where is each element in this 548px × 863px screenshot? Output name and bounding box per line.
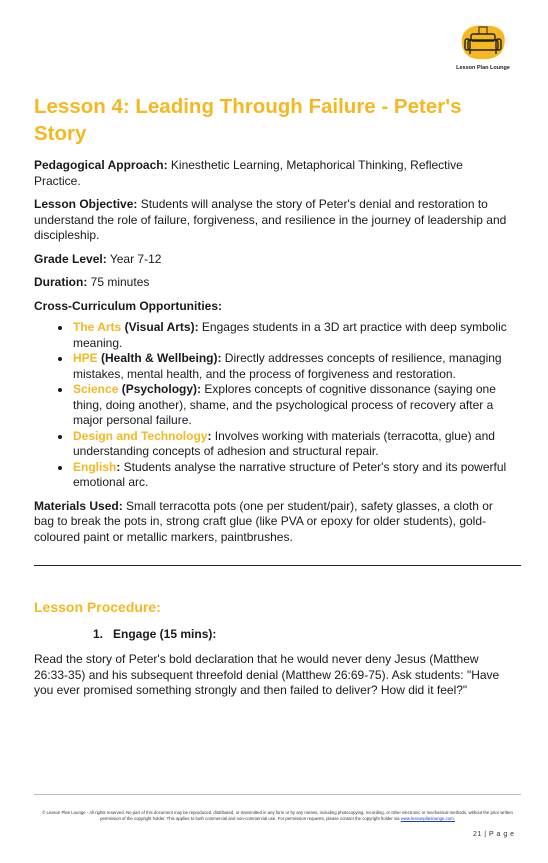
duration-label: Duration:: [34, 275, 88, 289]
page-label: | P a g e: [484, 831, 515, 838]
step-number: 1.: [93, 627, 104, 641]
footer-divider: [34, 794, 521, 795]
lesson-overview: [34, 158, 512, 553]
step-label: Engage (15 mins):: [113, 627, 217, 641]
grade-level: [34, 252, 512, 268]
subject-detail: :: [116, 459, 121, 474]
page-number-value: 21: [473, 831, 482, 838]
subject-link[interactable]: Design and Technology: [73, 428, 208, 443]
list-item: [34, 460, 512, 491]
item-text: Involves working with materials (terracotta, glue) and understanding concepts of adhesion and structural repair.: [73, 428, 495, 458]
materials-text: Small terracotta pots (one per student/pair), safety glasses, a cloth or bag to break the pots in, strong craft glue (like PVA or epoxy for older students), gold-coloured paint or metallic markers, paintbrushes.: [34, 498, 493, 544]
list-item: [34, 320, 512, 351]
grade-label: Grade Level:: [34, 251, 107, 266]
pedagogical-text: Kinesthetic Learning, Metaphorical Thinking, Reflective Practice.: [34, 158, 463, 188]
cross-curriculum-list: [34, 320, 512, 491]
procedure-paragraph: Read the story of Peter's bold declaration that he would never deny Jesus (Matthew 26:33-35) and his subsequent threefold denial (Matthew 26:69-75). Ask students: "Have you ever promised something strongly and then failed to deliver? How did it feel?": [34, 652, 500, 697]
subject-link[interactable]: The Arts: [73, 320, 122, 334]
subject-link[interactable]: English: [73, 459, 117, 474]
brand-logo: [451, 22, 515, 71]
website-link[interactable]: www.lessonplanlounge.com.: [400, 816, 455, 821]
subject-detail: (Health & Wellbeing):: [97, 351, 222, 365]
item-text: Explores concepts of cognitive dissonance (saying one thing, doing another), shame, and the psychological process of recovery after a major personal failure.: [73, 382, 496, 427]
procedure-heading: Lesson Procedure:: [34, 599, 161, 615]
item-text: Engages students in a 3D art practice with deep symbolic meaning.: [73, 320, 507, 350]
duration: [34, 275, 512, 291]
materials-used: [34, 499, 512, 546]
lesson-objective: [34, 197, 512, 244]
pedagogical-approach: [34, 158, 512, 189]
materials-label: Materials Used:: [34, 498, 123, 513]
subject-link[interactable]: Science: [73, 382, 119, 396]
duration-text: 75 minutes: [87, 275, 150, 289]
footer-copyright: [34, 810, 521, 822]
list-item: [34, 351, 512, 382]
objective-label: Lesson Objective:: [34, 197, 138, 211]
copyright-text: © Lesson Plan Lounge - All rights reserved. No part of this document may be reproduced, distributed, or transmitted in any form or by any means, including photocopying, recording, or other electronic or mechanical methods, without the prior written permission of the copyright holder. This applies to both commercial and non-commercial use. For permission requests, please contact the copyright holder via: [42, 810, 513, 821]
subject-detail: :: [207, 428, 212, 443]
item-text: Students analyse the narrative structure of Peter's story and its powerful emotional arc.: [73, 459, 507, 489]
list-item: [34, 382, 512, 429]
cross-curriculum-heading: Cross-Curriculum Opportunities:: [34, 298, 223, 313]
sofa-logo-icon: [456, 22, 510, 62]
subject-link[interactable]: HPE: [73, 351, 98, 365]
subject-detail: (Visual Arts):: [121, 320, 199, 334]
item-text: Directly addresses concepts of resilience, managing mistakes, mental health, and the process of forgiveness and restoration.: [73, 351, 502, 381]
logo-text: Lesson Plan Lounge: [456, 65, 510, 71]
section-divider: [34, 565, 521, 566]
grade-text: Year 7-12: [106, 251, 162, 266]
objective-text: Students will analyse the story of Peter's denial and restoration to understand the role of failure, forgiveness, and resilience in the journey of leadership and discipleship.: [34, 197, 507, 242]
pedagogical-label: Pedagogical Approach:: [34, 158, 168, 172]
page-number: [473, 831, 515, 838]
list-item: [34, 429, 512, 460]
page-title: Lesson 4: Leading Through Failure - Peter's Story: [34, 95, 462, 145]
procedure-step: [93, 627, 216, 641]
subject-detail: (Psychology):: [118, 382, 202, 396]
